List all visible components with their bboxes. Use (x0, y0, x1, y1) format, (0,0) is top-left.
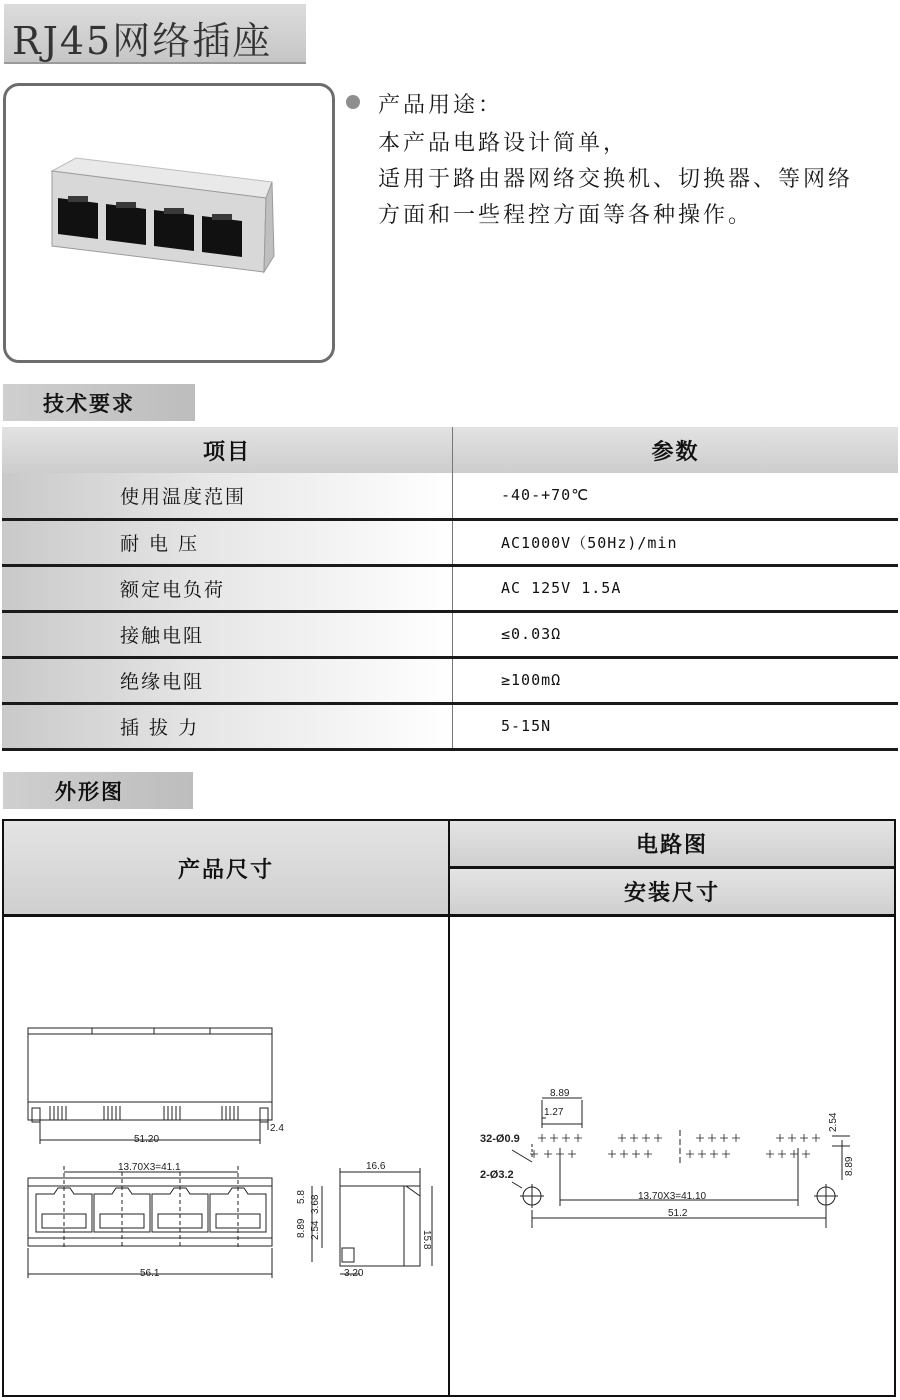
table-row (2, 565, 898, 611)
spec-item: 绝缘电阻 (2, 657, 453, 703)
dim-end-bottom: 3.20 (344, 1268, 364, 1279)
usage-line-1: 本产品电路设计简单， (378, 131, 629, 156)
tech-section-label: 技术要求 (3, 384, 195, 421)
product-size-header: 产品尺寸 (4, 821, 448, 915)
usage-line-2: 适用于路由器网络交换机、切换器、等网络 (378, 167, 854, 192)
dim-end-height: 15.8 (421, 1230, 432, 1250)
table-row (2, 519, 898, 565)
dim-end-b: 3.68 (310, 1194, 321, 1214)
table-row (2, 611, 898, 657)
dim-front-width: 56.1 (140, 1268, 160, 1279)
spec-value: 5-15N (453, 703, 899, 749)
dim-layout-width: 51.2 (668, 1208, 688, 1219)
spec-value: ≥100mΩ (453, 657, 899, 703)
dim-layout-holes: 2-Ø3.2 (480, 1169, 514, 1181)
table-row (2, 657, 898, 703)
spec-item: 插 拔 力 (2, 703, 453, 749)
usage-heading: 产品用途： (378, 93, 504, 118)
spec-item: 使用温度范围 (2, 473, 453, 519)
circuit-header: 电路图 (450, 821, 894, 866)
dim-layout-889-v: 8.89 (844, 1156, 855, 1176)
product-dimension-drawing (4, 918, 448, 1395)
table-row (2, 703, 898, 749)
dim-layout-889: 8.89 (550, 1088, 570, 1099)
usage-line-3: 方面和一些程控方面等各种操作。 (378, 203, 754, 228)
dim-layout-254: 2.54 (828, 1112, 839, 1132)
product-photo-frame (3, 83, 335, 363)
dim-side-offset: 2.4 (270, 1123, 284, 1134)
dim-side-width: 51.20 (134, 1134, 160, 1145)
page-title: RJ45网络插座 (12, 19, 273, 63)
spec-value: ≤0.03Ω (453, 611, 899, 657)
dim-layout-pins: 32-Ø0.9 (480, 1133, 520, 1145)
spec-item: 耐 电 压 (2, 519, 453, 565)
spec-item: 接触电阻 (2, 611, 453, 657)
dim-front-pitch: 13.70X3=41.1 (118, 1162, 181, 1173)
dim-end-top: 16.6 (366, 1161, 386, 1172)
spec-col-value: 参数 (453, 427, 899, 473)
install-layout-drawing (450, 918, 894, 1395)
spec-value: AC1000V（50Hz)/min (453, 519, 899, 565)
dim-layout-pitch: 13.70X3=41.10 (638, 1191, 707, 1202)
spec-table (2, 427, 898, 751)
spec-item: 额定电负荷 (2, 565, 453, 611)
shape-section-label: 外形图 (3, 772, 193, 809)
dim-end-c: 8.89 (296, 1218, 307, 1238)
spec-table-header (2, 427, 898, 473)
table-row (2, 473, 898, 519)
dim-layout-127: 1.27 (544, 1107, 564, 1118)
product-photo (6, 86, 332, 360)
dim-end-d: 2.54 (310, 1220, 321, 1240)
spec-value: AC 125V 1.5A (453, 565, 899, 611)
spec-col-item: 项目 (202, 439, 251, 465)
spec-value: -40-+70℃ (453, 473, 899, 519)
install-size-header: 安装尺寸 (450, 869, 894, 914)
dim-end-a: 5.8 (296, 1190, 307, 1204)
bullet-icon (346, 95, 360, 109)
